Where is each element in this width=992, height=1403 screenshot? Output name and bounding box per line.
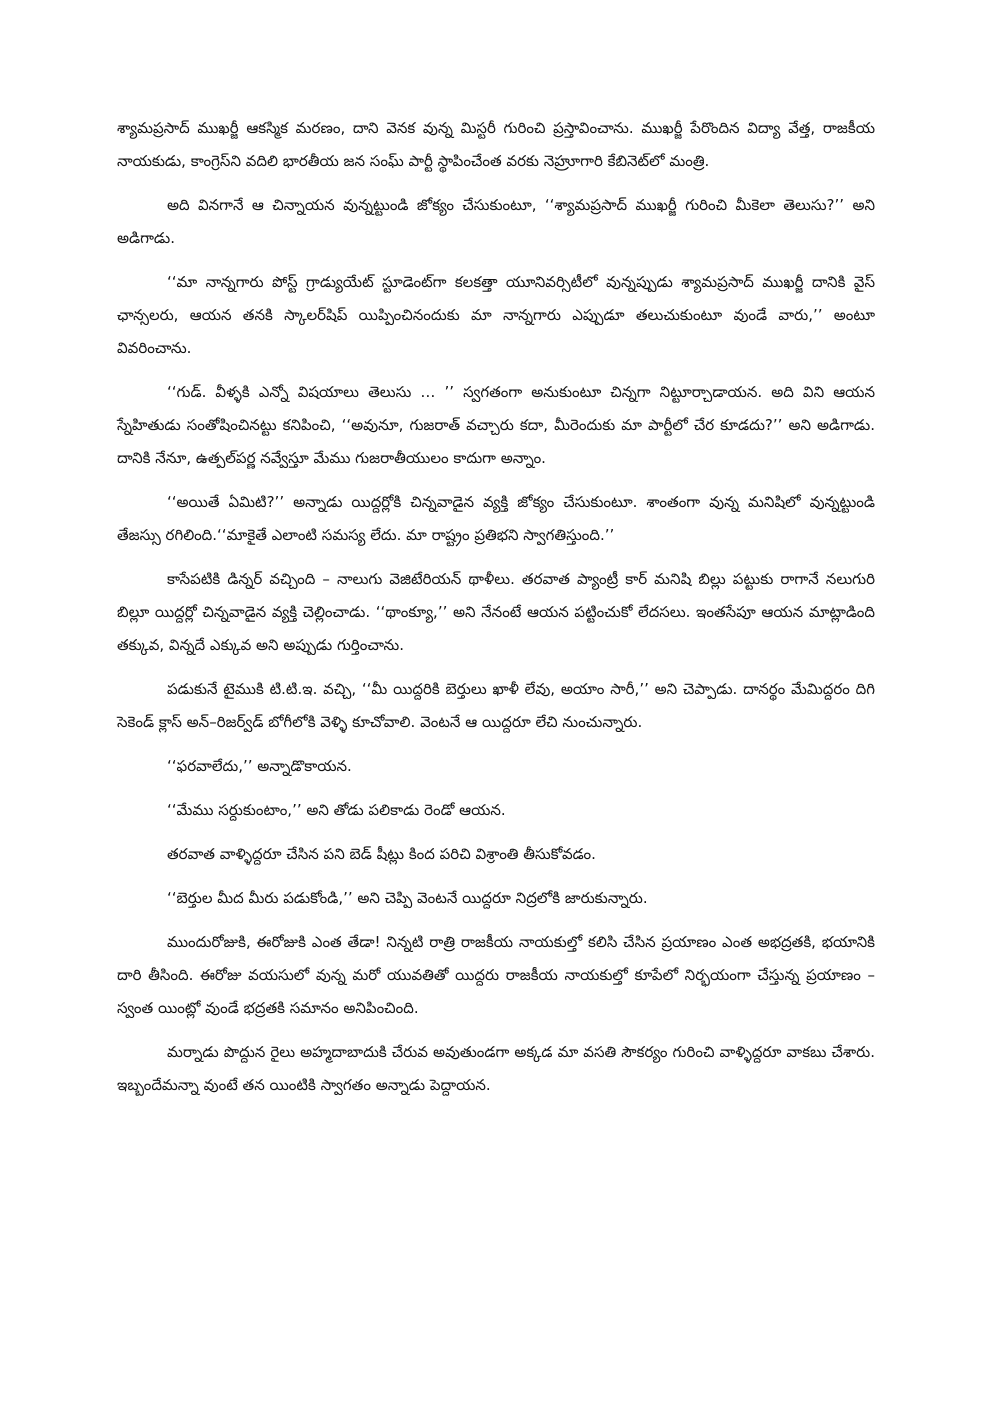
paragraph-7: పడుకునే టైముకి టి.టి.ఇ. వచ్చి, ‘‘మీ యిద్దరికి బెర్తులు ఖాళీ లేవు, అయాం సారీ,’’ అని చెప్పాడు. దానర్థం మేమిద్దరం దిగి సెకెండ్ క్లాస్ అన్–రిజర్వ్‌డ్ బోగీలోకి వెళ్ళి కూచోవాలి. వెంటనే ఆ యిద్దరూ లేచి నుంచున్నారు.	[117, 680, 875, 731]
paragraph-2: అది వినగానే ఆ చిన్నాయన వున్నట్టుండి జోక్యం చేసుకుంటూ, ‘‘శ్యామప్రసాద్ ముఖర్జీ గురించి మీకెలా తెలుసు?’’ అని అడిగాడు.	[117, 196, 875, 247]
paragraph-8: ‘‘ఫరవాలేదు,’’ అన్నాడొకాయన.	[167, 757, 352, 775]
paragraph-1: శ్యామప్రసాద్ ముఖర్జీ ఆకస్మిక మరణం, దాని వెనక వున్న మిస్టరీ గురించి ప్రస్తావించాను. ముఖర్జీ పేరొందిన విద్యా వేత్త, రాజకీయ నాయకుడు, కాంగ్రెస్‌ని వదిలి భారతీయ జన సంఘ్ పార్టీ స్థాపించేంత వరకు నెహ్రూగారి కేబినెట్‌లో మంత్రి.	[117, 119, 875, 170]
paragraph-3: ‘‘మా నాన్నగారు పోస్ట్ గ్రాడ్యుయేట్ స్టూడెంట్‌గా కలకత్తా యూనివర్సిటీలో వున్నప్పుడు శ్యామప్రసాద్ ముఖర్జీ దానికి వైస్ ఛాన్సలరు, ఆయన తనకి స్కాలర్‌షిప్ యిప్పించినందుకు మా నాన్నగారు ఎప్పుడూ తలుచుకుంటూ వుండే వారు,’’ అంటూ వివరించాను.	[117, 273, 875, 357]
paragraph-12: ముందురోజుకి, ఈరోజుకి ఎంత తేడా! నిన్నటి రాత్రి రాజకీయ నాయకుల్తో కలిసి చేసిన ప్రయాణం ఎంత అభద్రతకి, భయానికి దారి తీసింది. ఈరోజు వయసులో వున్న మరో యువతితో యిద్దరు రాజకీయ నాయకుల్తో కూపేలో నిర్భయంగా చేస్తున్న ప్రయాణం – స్వంత యింట్లో వుండే భద్రతకి సమానం అనిపించింది.	[117, 933, 875, 1017]
paragraph-10: తరవాత వాళ్ళిద్దరూ చేసిన పని బెడ్ షీట్లు కింద పరిచి విశ్రాంతి తీసుకోవడం.	[167, 845, 596, 863]
paragraph-4: ‘‘గుడ్. వీళ్ళకి ఎన్నో విషయాలు తెలుసు … ’’ స్వగతంగా అనుకుంటూ చిన్నగా నిట్టూర్చాడాయన. అది విని ఆయన స్నేహితుడు సంతోషించినట్టు కనిపించి, ‘‘అవునూ, గుజరాత్ వచ్చారు కదా, మీరెందుకు మా పార్టీలో చేర కూడదు?’’ అని అడిగాడు. దానికి నేనూ, ఉత్పల్‌పర్ణ నవ్వేస్తూ మేము గుజరాతీయులం కాదుగా అన్నాం.	[117, 383, 875, 467]
paragraph-11: ‘‘బెర్తుల మీద మీరు పడుకోండి,’’ అని చెప్పి వెంటనే యిద్దరూ నిద్రలోకి జారుకున్నారు.	[167, 889, 648, 907]
document-page	[117, 112, 875, 1113]
paragraph-6: కాసేపటికి డిన్నర్ వచ్చింది – నాలుగు వెజిటేరియన్ థాళీలు. తరవాత ప్యాంట్రీ కార్ మనిషి బిల్లు పట్టుకు రాగానే నలుగురి బిల్లూ యిద్దర్లో చిన్నవాడైన వ్యక్తి చెల్లించాడు. ‘‘థాంక్యూ,’’ అని నేనంటే ఆయన పట్టించుకో లేదసలు. ఇంతసేపూ ఆయన మాట్లాడింది తక్కువ, విన్నదే ఎక్కువ అని అప్పుడు గుర్తించాను.	[117, 570, 875, 654]
paragraph-9: ‘‘మేము సర్దుకుంటాం,’’ అని తోడు పలికాడు రెండో ఆయన.	[167, 801, 506, 819]
paragraph-5: ‘‘అయితే ఏమిటి?’’ అన్నాడు యిద్దర్లోకి చిన్నవాడైన వ్యక్తి జోక్యం చేసుకుంటూ. శాంతంగా వున్న మనిషిలో వున్నట్టుండి తేజస్సు రగిలింది.‘‘మాకైతే ఎలాంటి సమస్య లేదు. మా రాష్ట్రం ప్రతిభని స్వాగతిస్తుంది.’’	[117, 493, 875, 544]
paragraph-13: మర్నాడు పొద్దున రైలు అహ్మదాబాదుకి చేరువ అవుతుండగా అక్కడ మా వసతి సౌకర్యం గురించి వాళ్ళిద్దరూ వాకబు చేశారు. ఇబ్బందేమన్నా వుంటే తన యింటికి స్వాగతం అన్నాడు పెద్దాయన.	[117, 1043, 875, 1094]
